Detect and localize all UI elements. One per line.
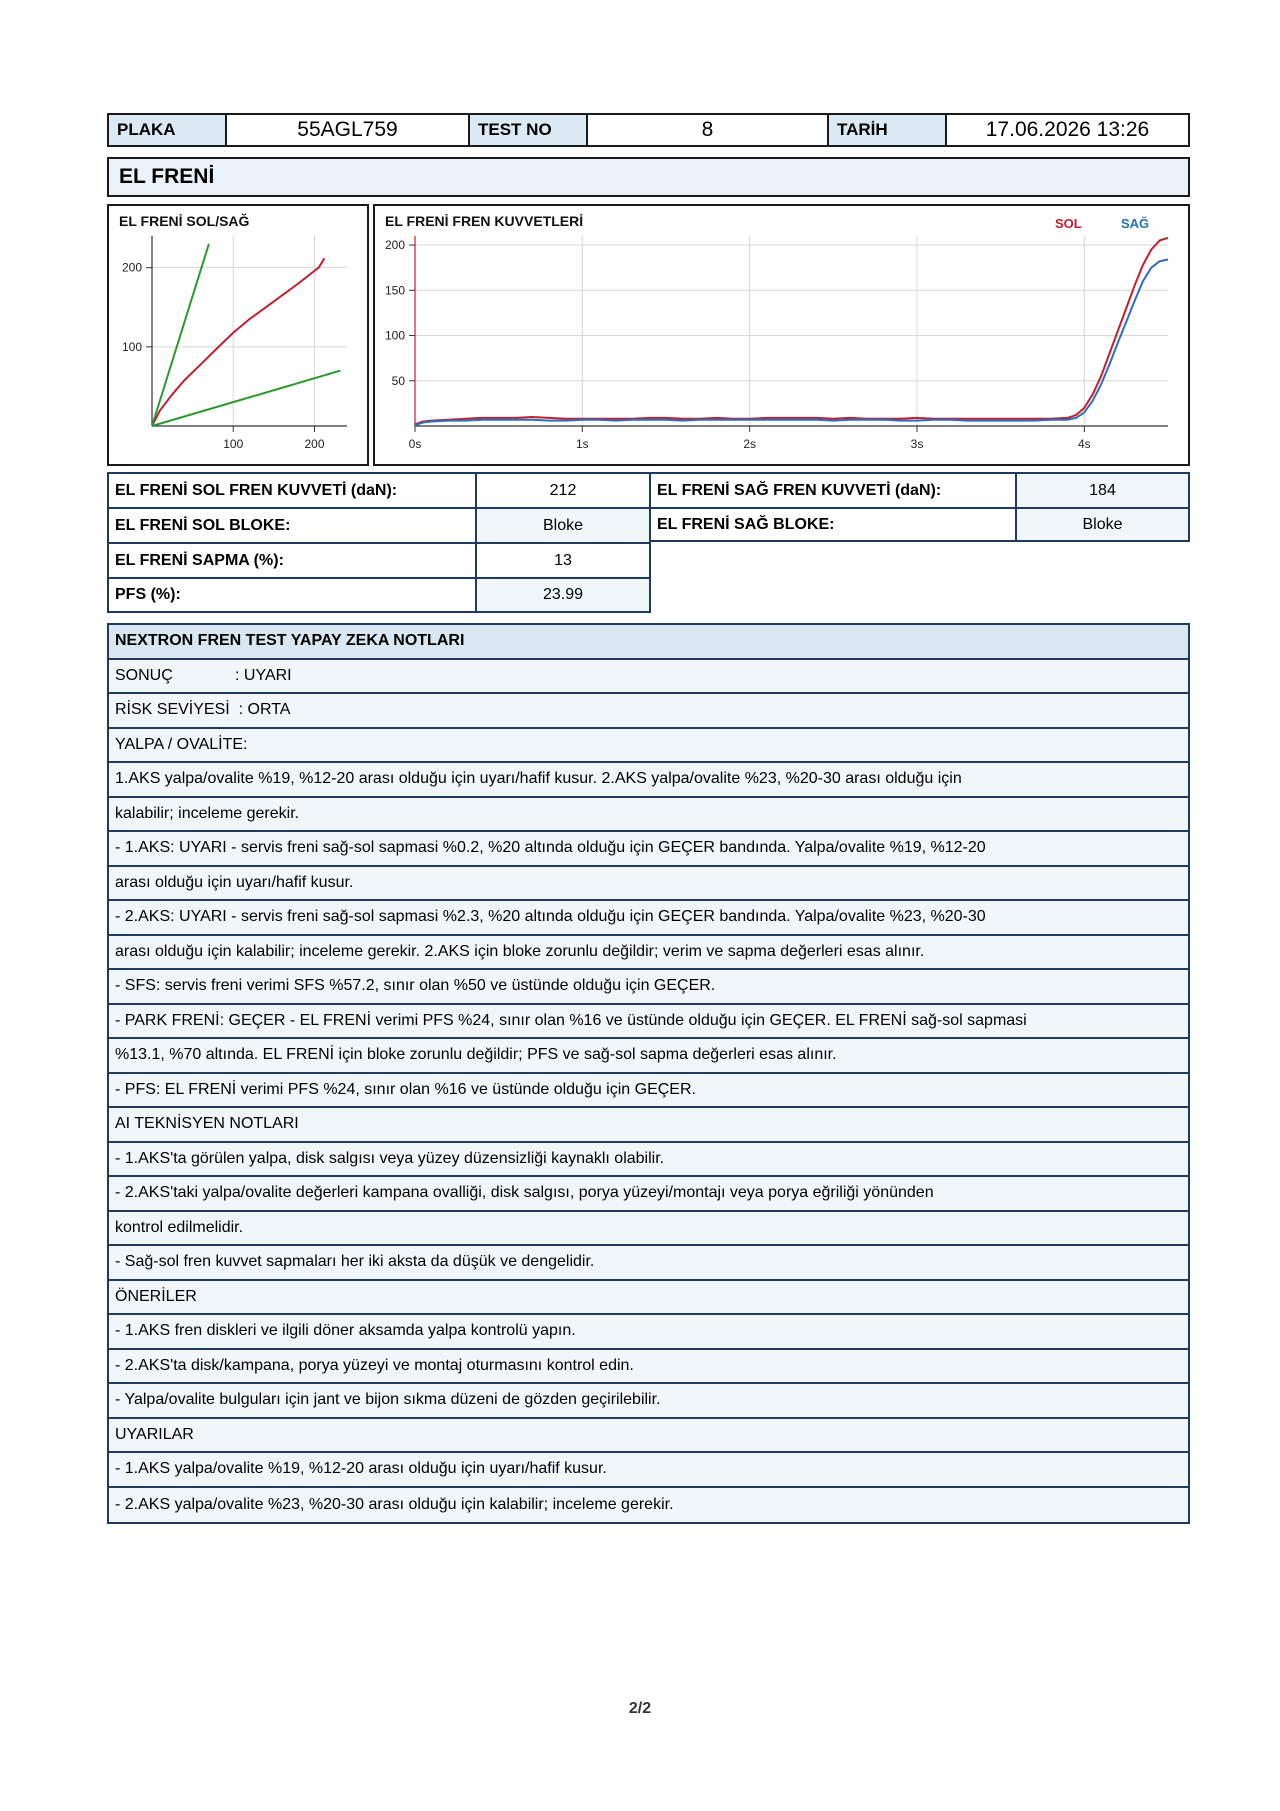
note-row: 1.AKS yalpa/ovalite %19, %12-20 arası olduğu için uyarı/hafif kusur. 2.AKS yalpa/ovalite %23, %20-30 arası olduğu için xyxy=(109,763,1188,798)
plaka-value: 55AGL759 xyxy=(227,115,470,145)
y-tick-label: 100 xyxy=(121,339,142,354)
note-row: - 1.AKS: UYARI - servis freni sağ-sol sapmasi %0.2, %20 altında olduğu için GEÇER bandında. Yalpa/ovalite %19, %12-20 xyxy=(109,832,1188,867)
series-line-2 xyxy=(152,371,341,426)
plaka-label: PLAKA xyxy=(109,115,227,145)
stat-row-sol-kuvvet xyxy=(107,472,651,507)
note-row: - Yalpa/ovalite bulguları için jant ve bijon sıkma düzeni de gözden geçirilebilir. xyxy=(109,1384,1188,1419)
sag-kuvvet-value: 184 xyxy=(1017,474,1188,507)
y-tick-label: 50 xyxy=(391,373,405,388)
note-row: - 2.AKS'taki yalpa/ovalite değerleri kampana ovalliği, disk salgısı, porya yüzeyi/montajı veya porya eğriliği yönünden xyxy=(109,1177,1188,1212)
note-row: ÖNERİLER xyxy=(109,1281,1188,1316)
x-tick-label: 0s xyxy=(408,437,422,451)
page-number: 2/2 xyxy=(628,1700,652,1717)
sag-kuvvet-label: EL FRENİ SAĞ FREN KUVVETİ (daN): xyxy=(651,474,1017,507)
note-row: - PARK FRENİ: GEÇER - EL FRENİ verimi PFS %24, sınır olan %16 ve üstünde olduğu için GEÇER. EL FRENİ sağ-sol sapmasi xyxy=(109,1005,1188,1040)
note-row: kontrol edilmelidir. xyxy=(109,1212,1188,1247)
note-row: AI TEKNİSYEN NOTLARI xyxy=(109,1108,1188,1143)
sol-bloke-label: EL FRENİ SOL BLOKE: xyxy=(109,509,477,542)
note-row: - 1.AKS yalpa/ovalite %19, %12-20 arası olduğu için uyarı/hafif kusur. xyxy=(109,1453,1188,1488)
y-tick-label: 200 xyxy=(384,238,405,253)
y-tick-label: 200 xyxy=(121,260,142,275)
note-row: RİSK SEVİYESİ : ORTA xyxy=(109,694,1188,729)
pfs-value: 23.99 xyxy=(477,579,649,611)
series-line-0 xyxy=(415,238,1168,424)
fren-kuvvetleri-chart-panel xyxy=(373,204,1190,466)
y-tick-label: 100 xyxy=(384,328,405,343)
note-row: - SFS: servis freni verimi SFS %57.2, sınır olan %50 ve üstünde olduğu için GEÇER. xyxy=(109,970,1188,1005)
legend-item-0: SOL xyxy=(1055,216,1082,231)
stat-row-sapma xyxy=(107,542,651,577)
x-tick-label: 200 xyxy=(304,437,325,451)
pfs-label: PFS (%): xyxy=(109,579,477,611)
sol-sag-chart-panel xyxy=(107,204,369,466)
section-title: EL FRENİ xyxy=(107,157,1190,197)
note-row: kalabilir; inceleme gerekir. xyxy=(109,798,1188,833)
stat-row-sag-bloke xyxy=(649,507,1190,542)
chart-title: EL FRENİ SOL/SAĞ xyxy=(119,213,250,229)
stat-row-sol-bloke xyxy=(107,507,651,542)
series-line-1 xyxy=(415,260,1168,426)
note-row: arası olduğu için kalabilir; inceleme gerekir. 2.AKS için bloke zorunlu değildir; verim ve sapma değerleri esas alınır. xyxy=(109,936,1188,971)
note-row: - 2.AKS: UYARI - servis freni sağ-sol sapmasi %2.3, %20 altında olduğu için GEÇER bandında. Yalpa/ovalite %23, %20-30 xyxy=(109,901,1188,936)
sol-kuvvet-value: 212 xyxy=(477,474,649,507)
note-row: YALPA / OVALİTE: xyxy=(109,729,1188,764)
x-tick-label: 2s xyxy=(743,437,757,451)
sol-sag-chart xyxy=(109,206,367,464)
sag-bloke-value: Bloke xyxy=(1017,509,1188,540)
chart-title: EL FRENİ FREN KUVVETLERİ xyxy=(385,213,584,229)
stat-row-pfs xyxy=(107,577,651,613)
note-row: SONUÇ : UYARI xyxy=(109,660,1188,695)
x-tick-label: 1s xyxy=(575,437,589,451)
note-row: arası olduğu için uyarı/hafif kusur. xyxy=(109,867,1188,902)
header-row xyxy=(107,113,1190,147)
notes-title: NEXTRON FREN TEST YAPAY ZEKA NOTLARI xyxy=(109,625,1188,660)
sag-bloke-label: EL FRENİ SAĞ BLOKE: xyxy=(651,509,1017,540)
ai-notes-table xyxy=(107,623,1190,1524)
stat-row-sag-kuvvet xyxy=(649,472,1190,507)
sol-kuvvet-label: EL FRENİ SOL FREN KUVVETİ (daN): xyxy=(109,474,477,507)
tarih-value: 17.06.2026 13:26 xyxy=(985,118,1150,141)
note-row: - 2.AKS yalpa/ovalite %23, %20-30 arası olduğu için kalabilir; inceleme gerekir. xyxy=(109,1488,1188,1523)
sapma-value: 13 xyxy=(477,544,649,577)
note-row: - 1.AKS'ta görülen yalpa, disk salgısı veya yüzey düzensizliği kaynaklı olabilir. xyxy=(109,1143,1188,1178)
legend-item-1: SAĞ xyxy=(1121,216,1150,231)
note-row: - 1.AKS fren diskleri ve ilgili döner aksamda yalpa kontrolü yapın. xyxy=(109,1315,1188,1350)
series-line-1 xyxy=(152,244,209,426)
note-row: %13.1, %70 altında. EL FRENİ için bloke zorunlu değildir; PFS ve sağ-sol sapma değerleri esas alınır. xyxy=(109,1039,1188,1074)
x-tick-label: 3s xyxy=(910,437,924,451)
note-row: UYARILAR xyxy=(109,1419,1188,1454)
x-tick-label: 100 xyxy=(223,437,244,451)
note-row: - Sağ-sol fren kuvvet sapmaları her iki aksta da düşük ve dengelidir. xyxy=(109,1246,1188,1281)
testno-label: TEST NO xyxy=(470,115,588,145)
sol-bloke-value: Bloke xyxy=(477,509,649,542)
tarih-label: TARİH xyxy=(829,115,947,145)
fren-kuvvetleri-chart xyxy=(375,206,1188,464)
x-tick-label: 4s xyxy=(1077,437,1091,451)
sapma-label: EL FRENİ SAPMA (%): xyxy=(109,544,477,577)
note-row: - 2.AKS'ta disk/kampana, porya yüzeyi ve montaj oturmasını kontrol edin. xyxy=(109,1350,1188,1385)
note-row: - PFS: EL FRENİ verimi PFS %24, sınır olan %16 ve üstünde olduğu için GEÇER. xyxy=(109,1074,1188,1109)
testno-value: 8 xyxy=(588,115,829,145)
y-tick-label: 150 xyxy=(384,283,405,298)
